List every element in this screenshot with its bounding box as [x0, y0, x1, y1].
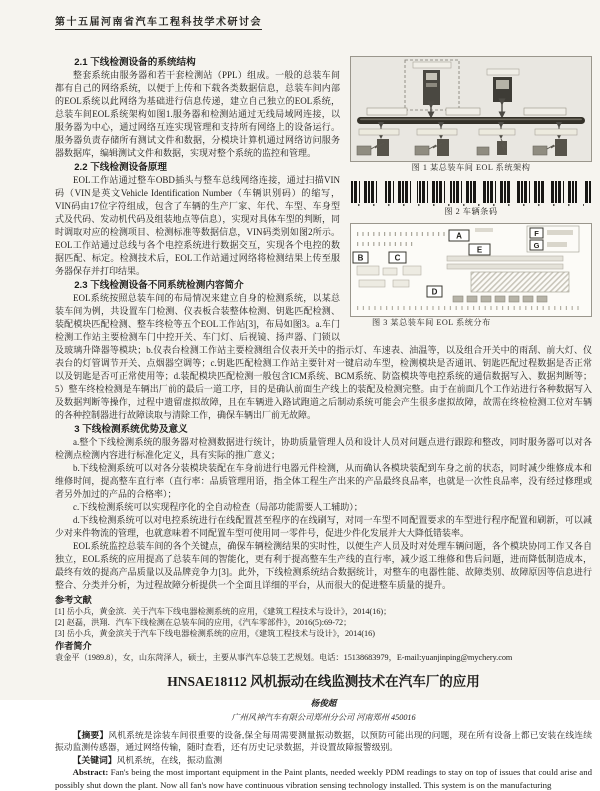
para-3-item-a: a.整个下线检测系统的服务器对检测数据进行统计，协助质量管理人员和设计人员对问题点进行跟踪和整改，同时服务器可以对各检测点检测内容进行标准化定义，具有实际的推广意义； — [55, 436, 592, 462]
svg-text:F: F — [534, 229, 539, 238]
references-section — [55, 594, 592, 639]
network-architecture-diagram — [351, 57, 591, 161]
svg-text:G: G — [534, 241, 540, 250]
workstation-group-4 — [533, 125, 577, 156]
para-3-item-b: b.下线检测系统可以对各分装模块装配在车身前进行电器元件检测，从而确认各模块装配到车身之前的状态，同时减少维修成本和维修时间，提高整车直行率（直行率：品质管理用语，指全体工程生产出来的产品最终良品率，也就是一次性良品率，没有经过修理或者另外加过的产品的合格率）； — [55, 462, 592, 501]
heading-3: 3 下线检测系统优势及意义 — [55, 423, 592, 436]
svg-text:B: B — [358, 254, 364, 263]
equipment-box — [357, 266, 379, 275]
line-bar-1 — [447, 256, 563, 261]
bus-label-1 — [367, 108, 407, 115]
author-bio-text: 袁金平（1989.8），女，山东菏泽人，硕士，主要从事汽车总装工艺规划。电话：15138683979，E-mail:yuanjinping@mychery.com — [55, 652, 592, 664]
bus-label-3 — [524, 108, 566, 115]
para-3-closing: EOL系统监控总装车间的各个关键点，确保车辆检测结果的实时性，以便生产人员及时对处理车辆问题，各个模块协同工作又各自独立，EOL系统的应用提高了总装车间的智能化，更有利于提高整车生产线的直行率，减少返工维修和售后问题，进而降低制造成本，最终有效的提高产品质量以及品牌竞争力[3]。此外，下线检测系统结合数据统计，对整车的电器性能、故障类别、故障原因等信息进行整合、分类并分析，为过程故障分析提供一个全面且详细的平台，从而很大的促进整车质量的提升。 — [55, 540, 592, 592]
it-server-screen — [496, 80, 509, 89]
figure-3-image — [350, 223, 592, 317]
para-2-3-body: EOL系统按照总装车间的布局情况来建立自身的检测系统，以某总装车间为例，共设置车门检测、仪表板合装整体检测、钥匙匹配检测、装配模块匹配检测、整车终检等五个EOL工作站[3]，布局如图3。a.车门检测工作站主要检测车门中控开关、车门灯、后视镜、扬声器、门锁以及玻璃升降器等模块；b.仪表台检测工作站主要检测组合仪表开关中的指示灯、车速表、油温等，以及组合开关中的雨刮、前大灯、仪表台的灯管调节开关、点烟器空调等；c.钥匙匹配检测工作站主要针对一键启动车型，检测模块是否通讯、钥匙匹配过程数据是否正常以及钥匙是否可正常使用等；d.装配模块匹配检测一般包含ICM系统、BCM系统、防盗模块等电控系统的通信数据写入、数据判断等；5）整车终检检测是车辆出厂前的最后一道工序，目的是确认前面生产线上的装配及检测完整。由于在前面几个工作站进行各种数据写入及数据判断等操作，过程中遗留虚拟故障，且在车辆进入路试跑道之后制动系统可能会产生很多虚拟故障，故需在终检检测工位对车辆的各种控制器进行故障读取与清除工作，确保车辆出厂前无故障。 — [55, 292, 592, 422]
car-row — [453, 296, 547, 302]
plant-layout-diagram — [351, 224, 591, 316]
bus-label-2 — [446, 108, 480, 115]
station-label-B — [353, 252, 368, 263]
keywords-cn — [55, 754, 592, 767]
line-bar-2 — [447, 264, 563, 269]
server-label-box — [413, 62, 451, 68]
tiny-label — [475, 228, 493, 232]
figure-column — [350, 56, 592, 329]
keywords-text: 风机系统，在线，振动监测 — [117, 755, 223, 765]
station-label-E — [469, 244, 490, 255]
abstract-en-text: Fan's being the most important equipment in the Paint plants, needed weekly PDM readings to stay on top of issues that could arise and possibly shut down the plant. Now all fan's now have continuous vibration sensing technology installed. This system is on the manufacturing — [55, 767, 592, 790]
server-screen — [426, 73, 437, 80]
author-bio-section — [55, 640, 592, 664]
workstation-group-2 — [415, 125, 457, 156]
next-paper-author: 杨俊超 — [55, 698, 592, 709]
paper-content — [55, 56, 592, 791]
roller-test-zone — [471, 272, 569, 292]
svg-text:D: D — [432, 288, 438, 297]
svg-text:E: E — [477, 246, 483, 255]
legend-box — [527, 226, 579, 252]
abstract-cn — [55, 729, 592, 754]
legend-text-smudge — [547, 242, 567, 247]
para-2-2-body: EOL工作站通过整车OBD插头与整车总线网络连接，通过扫描VIN码（VIN是英文Vehicle Identification Number（车辆识别码）的缩写，VIN码由17位字符组成，包含了车辆的生产厂家、年代、车型、车身型式及代码、发动机代码及组装地点等信息），实现对具体车型的判断，同时调取对应的检测项目、检测标准等数据信息，VIN码类别如图2所示。EOL工作站通过总线与各个电控系统进行数据交互，实现各个电控的数据匹配、标定。检测技术后，EOL工作站通过网络将检测结果上传至服务器保存并打印结果。 — [55, 174, 592, 278]
svg-text:C: C — [395, 254, 401, 263]
station-label-C — [389, 252, 406, 263]
figure-3-eol-layout — [350, 223, 592, 329]
equipment-box — [403, 266, 421, 275]
network-bus-bar — [357, 117, 585, 124]
next-paper-title: HNSAE18112 风机振动在线监测技术在汽车厂的应用 — [55, 673, 592, 690]
bus-highlight — [360, 119, 582, 121]
heading-2-2: 2.2 下线检测设备原理 — [55, 161, 592, 174]
abstract-en — [55, 766, 592, 791]
equipment-box — [393, 280, 409, 287]
next-paper-section — [55, 673, 592, 791]
figure-1-eol-architecture — [350, 56, 592, 174]
para-2-1-body: 整套系统由服务器和若干套检测站（PPL）组成。一般的总装车间都有自己的网络系统，以便于上传和下载各类数据信息，总装车间内部的EOL系统以此网络为基础进行信息传递，建立自己独立的EOL系统，总装车间EOL系统架构如图1.服务器和检测站通过无线局域网连接，以服务器为中心，通过网络互连实现管理和支持所有网络上的设备运行。服务器负责存储所有测试文件和数据，分模块计算机通过网络访问服务器数据库，编辑测试文件和数据，实现对整个系统的监控和管理。 — [55, 69, 592, 160]
author-bio-heading: 作者简介 — [55, 640, 592, 652]
figure-2-barcode — [350, 181, 592, 218]
it-server-label-box — [487, 69, 519, 75]
figure-3-caption: 图 3 某总装车间 EOL 系统分布 — [350, 317, 592, 329]
workstation-group-3 — [477, 125, 515, 155]
reference-item-3: [3] 岳小兵，黄金滨关于汽车下线电器检测系统的应用，《建筑工程技术与设计》，2014(16) — [55, 628, 592, 639]
references-heading: 参考文献 — [55, 594, 592, 606]
svg-text:A: A — [456, 232, 462, 241]
vehicle-barcode-image — [351, 181, 591, 203]
keywords-label: 【关键词】 — [73, 755, 117, 765]
conference-header: 第十五届河南省汽车工程科技学术研讨会 — [55, 13, 262, 30]
figure-1-caption: 图 1 某总装车间 EOL 系统架构 — [350, 162, 592, 174]
workstation-group-1 — [357, 125, 399, 156]
equipment-box — [359, 280, 385, 287]
reference-item-2: [2] 赵磊，洪翔．汽车下线检测在总装车间的应用，《汽车零部件》，2016(5):69-72； — [55, 617, 592, 628]
figure-1-image — [350, 56, 592, 162]
legend-text-smudge — [547, 230, 573, 235]
abstract-en-label: Abstract: — [73, 767, 109, 777]
reference-item-1: [1] 岳小兵，黄金滨．关于汽车下线电器检测系统的应用，《建筑工程技术与设计》，2014(16)； — [55, 606, 592, 617]
station-label-A — [449, 230, 469, 241]
station-label-D — [427, 286, 442, 297]
abstract-label: 【摘要】 — [73, 730, 109, 740]
server-slot — [426, 83, 437, 87]
next-paper-affiliation: 广州风神汽车有限公司郑州分公司 河南郑州 450016 — [55, 713, 592, 723]
figure-2-caption: 图 2 车辆条码 — [350, 206, 592, 218]
heading-2-1: 2.1 下线检测设备的系统结构 — [55, 56, 592, 69]
abstract-text: 风机系统是涂装车间很重要的设备,保全每周需要测量振动数据，以预防可能出现的问题，现在所有设备上都已安装在线连续振动监测传感器，通过网络传输，随时查看，还有历史记录数据，并设置故障报警级别。 — [55, 730, 592, 753]
equipment-box — [383, 268, 397, 275]
para-3-item-d: d.下线检测系统可以对电控系统进行在线配置甚至程序的在线刷写，对同一车型不同配置要求的车型进行程序配置和刷新，可以减少对来件物流的管理，也就意味着不同配置车型可使用同一零件号，促进少件化发展并大大降低错装率。 — [55, 514, 592, 540]
para-3-item-c: c.下线检测系统可以实现程序化的全自动检查（局部功能需要人工辅助）； — [55, 501, 592, 514]
heading-2-3: 2.3 下线检测设备不同系统检测内容简介 — [55, 279, 592, 292]
